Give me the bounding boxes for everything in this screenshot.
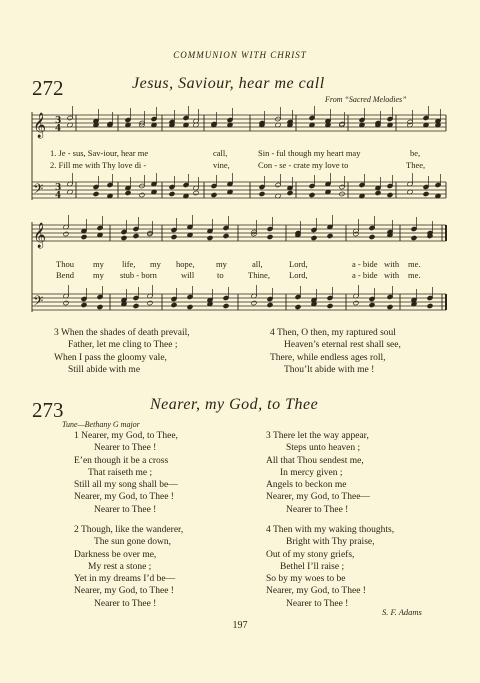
lyric-s2-line1-w6: my (216, 259, 227, 269)
note-head (63, 300, 69, 305)
verse-273-4: 4 Then with my waking thoughts, Bright with Thy praise, Out of my stony griefs, Bethel I’ll raise ; So by my woes to be Nearer, my God, to Thee ! Nearer to Thee ! (266, 525, 395, 609)
note-head (139, 192, 145, 197)
lyric-s1-line1-a: 1. Je - sus, Sav-iour, hear me (50, 148, 149, 158)
note-head (327, 303, 333, 308)
lyric-s1-line2-d: Thee, (406, 160, 426, 170)
note-head (81, 234, 87, 239)
note-head (97, 304, 103, 309)
lyric-s1-line2-b: vine, (213, 160, 230, 170)
lyric-s1-line1-c: Sin - ful though my heart may (258, 148, 361, 158)
note-head (267, 302, 273, 307)
note-head (309, 192, 315, 197)
lyric-s1-line1-b: call, (213, 148, 228, 158)
note-head (171, 234, 177, 239)
verse-273-1: 1 Nearer, my God, to Thee, Nearer to Thee ! E’en though it be a cross That raiseth me ; Still all my song shall be— Nearer, my God, to Thee ! Nearer to Thee ! (74, 431, 178, 515)
lyric-s2-line2-w1: Bend (56, 270, 74, 280)
note-head (63, 231, 69, 236)
note-head (223, 233, 229, 238)
hymn-number-273: 273 (32, 398, 64, 422)
hymn-author-273: S. F. Adams (382, 607, 422, 617)
note-head (125, 190, 131, 195)
note-head (187, 304, 193, 309)
lyric-s2-line2-w6: Thine, (248, 270, 270, 280)
note-head (411, 235, 417, 240)
hymn-number-272: 272 (32, 76, 64, 100)
note-head (353, 300, 359, 305)
note-head (287, 190, 293, 195)
lyric-s2-line1-w8: Lord, (289, 259, 308, 269)
note-head (369, 302, 375, 307)
note-head (423, 191, 429, 196)
lyric-s2-line2-w9: with (384, 270, 400, 280)
note-head (211, 192, 217, 197)
lyric-s2-line2-w3: stub - born (120, 270, 157, 280)
note-head (387, 304, 393, 309)
lyric-s2-line2-w4: will (181, 270, 195, 280)
hymn-source-272: From “Sacred Melodies” (325, 95, 407, 104)
note-head (251, 300, 257, 305)
clefs (33, 112, 61, 312)
verse-273-3: 3 There let the way appear, Steps unto heaven ; All that Thou sendest me, In mercy given ; Angels to beckon me Nearer, my God, to Thee— Nearer to Thee ! (266, 431, 370, 515)
note-head (375, 190, 381, 195)
svg-text:𝄞: 𝄞 (33, 113, 47, 138)
lyric-s2-line1-w11: me. (408, 259, 421, 269)
note-head (133, 303, 139, 308)
lyric-s1-line1-d: be, (410, 148, 421, 158)
svg-text:𝄢: 𝄢 (33, 293, 44, 312)
note-head (427, 303, 433, 308)
staff-lines (32, 115, 446, 310)
note-head (93, 191, 99, 196)
note-head (169, 191, 175, 196)
lyric-s2-line2-w8: a - bide (352, 270, 378, 280)
svg-text:4: 4 (55, 191, 62, 201)
note-head (207, 235, 213, 240)
svg-text:3: 3 (55, 116, 62, 126)
note-head (147, 300, 153, 305)
svg-text:𝄞: 𝄞 (33, 223, 47, 248)
note-head (369, 234, 375, 239)
svg-text:3: 3 (55, 183, 62, 193)
note-head (387, 192, 393, 197)
note-head (327, 233, 333, 238)
note-head (133, 233, 139, 238)
hymn-title-272: Jesus, Saviour, hear me call (132, 75, 325, 92)
lyric-s2-line2-w2: my (93, 270, 104, 280)
note-head (171, 302, 177, 307)
verse-272-3: 3 When the shades of death prevail, Father, let me cling to Thee ; When I pass the gloomy vale, Still abide with me (54, 328, 190, 375)
lyric-s2-line1-w9: a - bide (352, 259, 378, 269)
note-head (193, 190, 199, 195)
note-head (259, 191, 265, 196)
note-head (295, 304, 301, 309)
note-head (267, 234, 273, 239)
lyric-s2-line1-w2: my (93, 259, 104, 269)
lyric-s2-line1-w10: with (384, 259, 400, 269)
lyric-s2-line2-w5: to (217, 270, 224, 280)
lyric-s1-line2-a: 2. Fill me with Thy love di - (50, 160, 147, 170)
page-number: 197 (232, 620, 248, 631)
barlines (32, 112, 446, 312)
lyric-s2-line1-w1: Thou (56, 259, 74, 269)
hymn-title-273: Nearer, my God, to Thee (150, 396, 319, 413)
note-head (311, 235, 317, 240)
svg-text:𝄢: 𝄢 (33, 181, 44, 200)
svg-text:4: 4 (55, 124, 62, 134)
running-header: COMMUNION WITH CHRIST (173, 50, 307, 60)
lyric-s2-line2-w7: Lord, (289, 270, 308, 280)
hymn-tune-273: Tune—Bethany G major (62, 420, 140, 429)
lyric-s2-line1-w3: life, (122, 259, 136, 269)
lyric-s1-line2-c: Con - se - crate my love to (258, 160, 349, 170)
lyric-s2-line1-w5: hope, (176, 259, 195, 269)
lyric-s2-line1-w7: all, (252, 259, 263, 269)
verse-273-2: 2 Though, like the wanderer, The sun gone down, Darkness be over me, My rest a stone ; Yet in my dreams I’d be— Nearer, my God, to Thee ! Nearer to Thee ! (74, 525, 184, 609)
lyric-s2-line2-w10: me. (408, 270, 421, 280)
lyric-s2-line1-w4: my (150, 259, 161, 269)
note-head (223, 303, 229, 308)
verse-272-4: 4 Then, O then, my raptured soul Heaven’s eternal rest shall see, There, while endless ages roll, Thou’lt abide with me ! (270, 328, 401, 375)
note-head (121, 235, 127, 240)
note-head (81, 302, 87, 307)
